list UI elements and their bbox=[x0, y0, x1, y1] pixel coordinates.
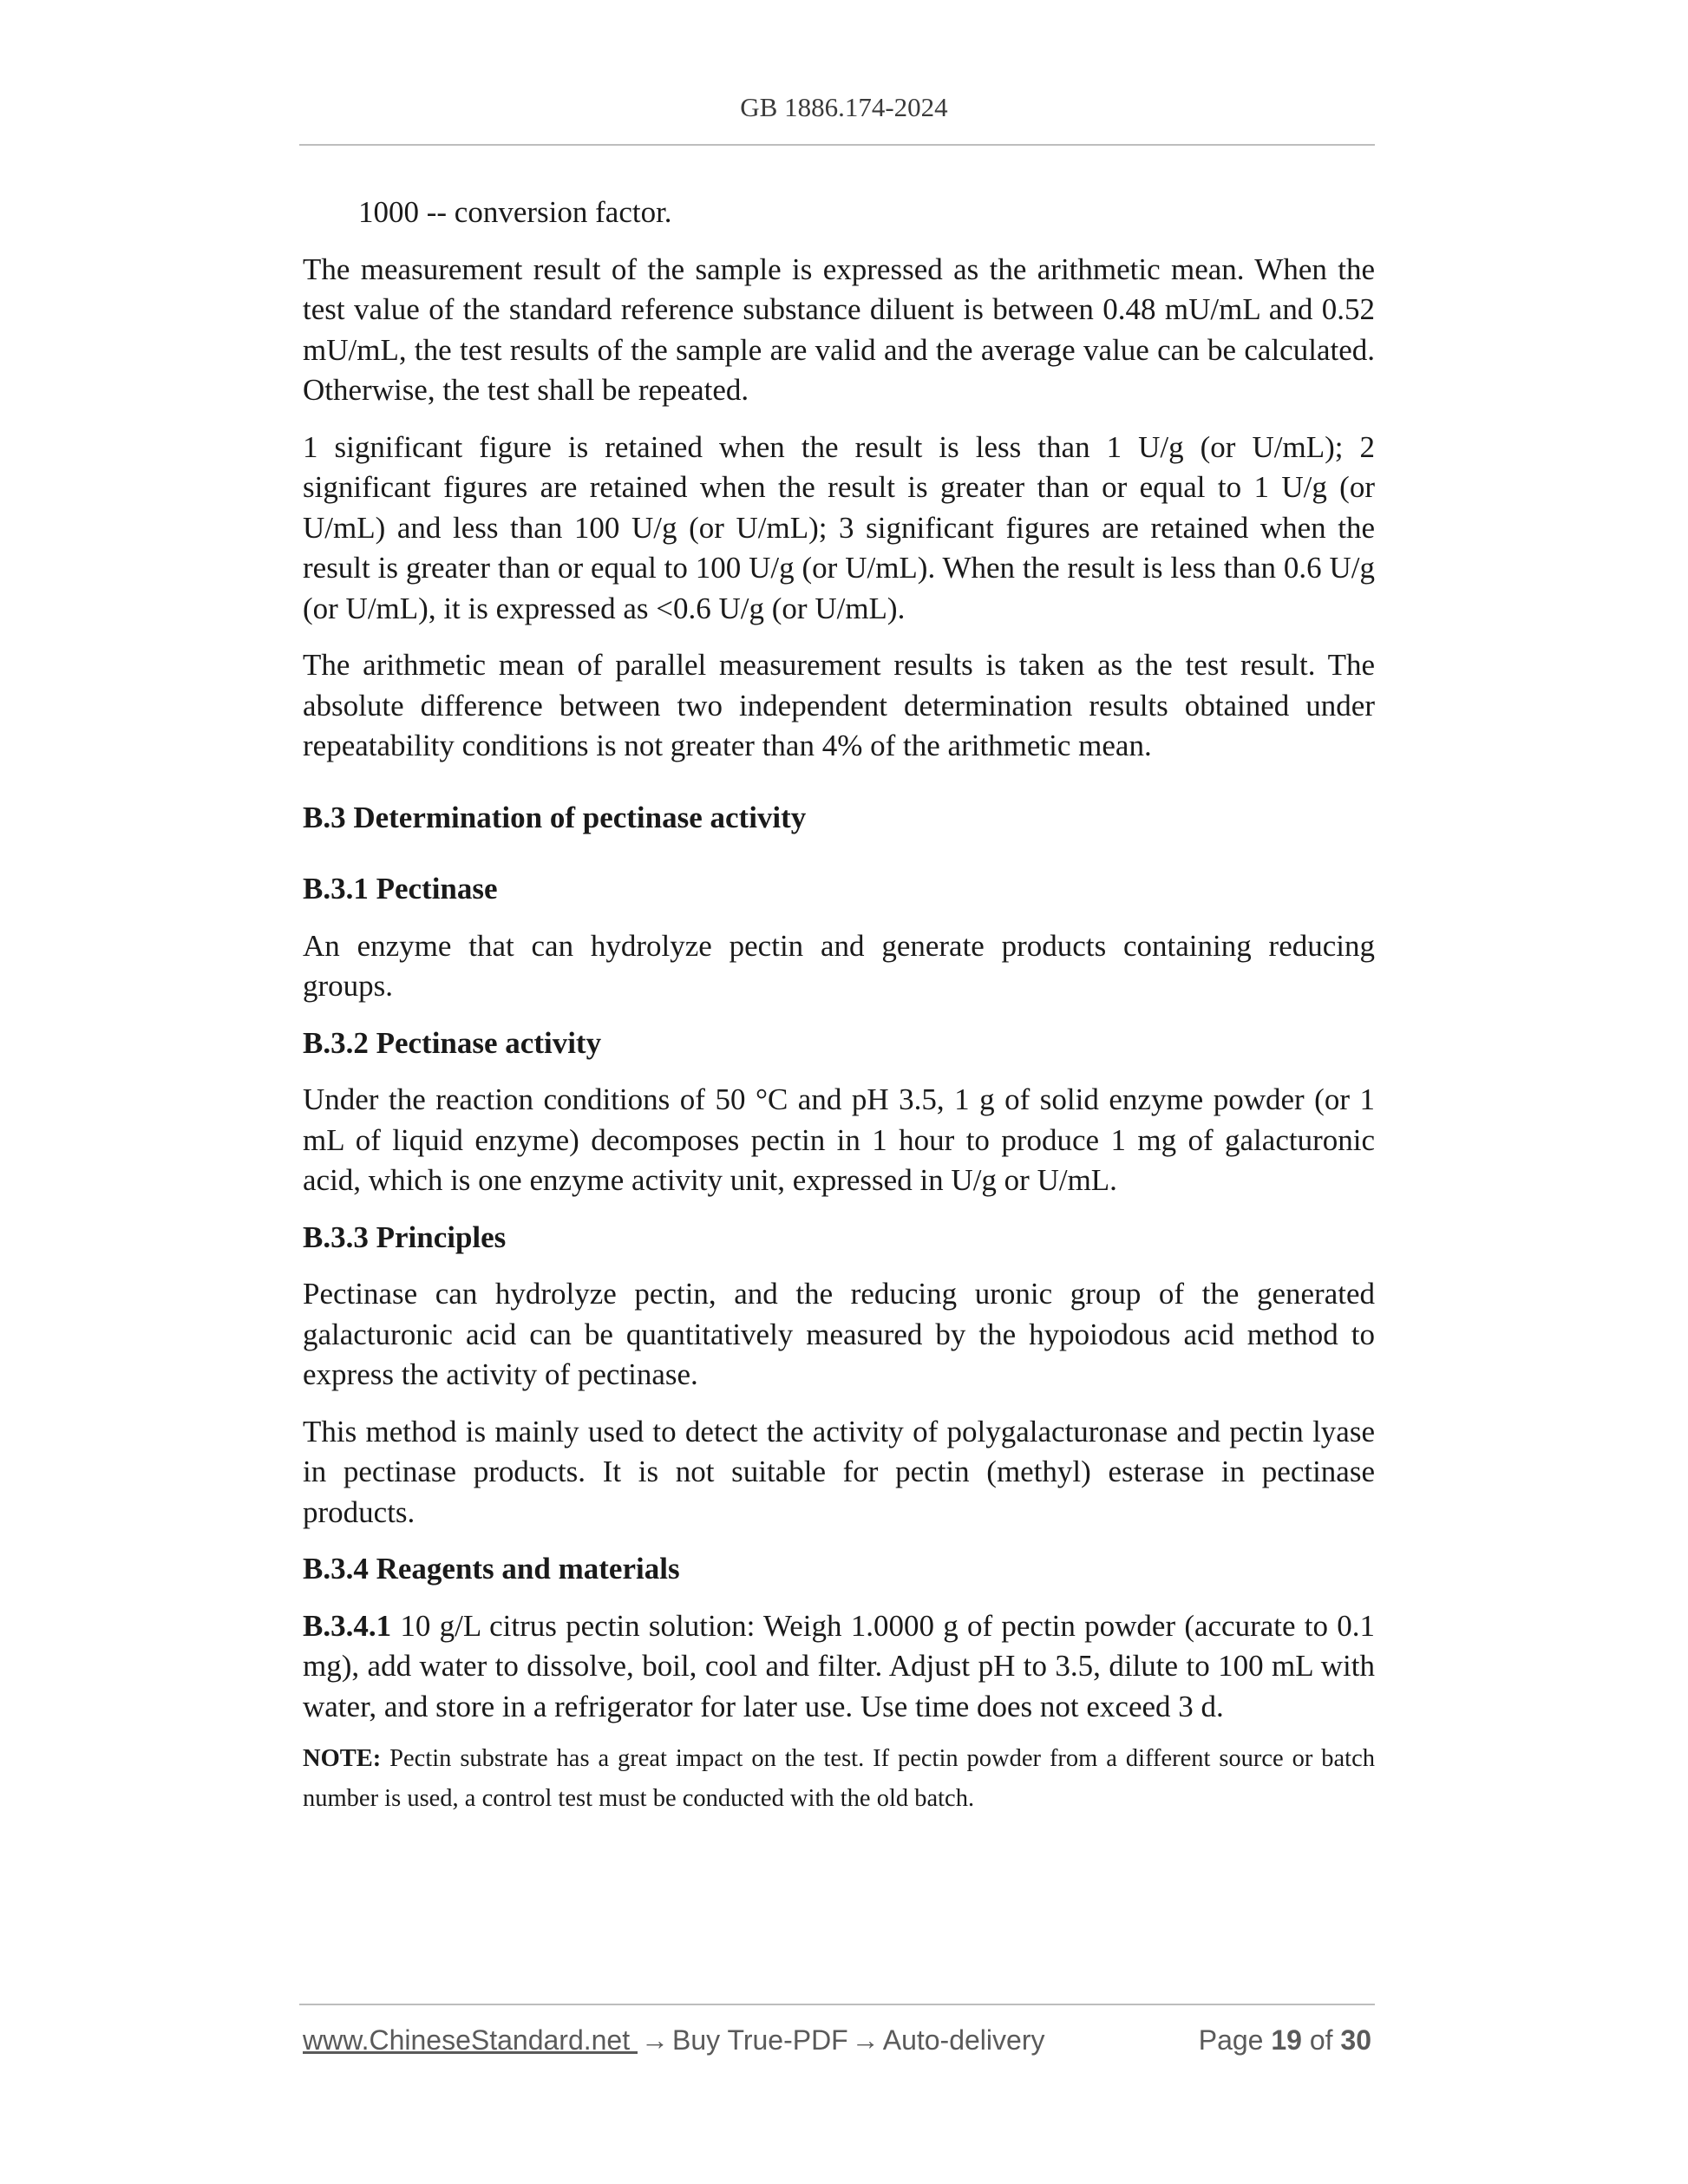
clause-label-b341: B.3.4.1 bbox=[303, 1608, 392, 1643]
of-word: of bbox=[1309, 2024, 1333, 2056]
heading-b31: B.3.1 Pectinase bbox=[303, 872, 498, 906]
total-page-number: 30 bbox=[1340, 2024, 1371, 2056]
current-page-number: 19 bbox=[1271, 2024, 1302, 2056]
paragraph-result-expression: The measurement result of the sample is expressed as the arithmetic mean. When the test value of the standard reference substance diluent is between 0.48 mU/mL and 0.52 mU/mL, the test results of the sample are valid and the average value can be calculated. Otherwise, the test shall be repeated. bbox=[303, 252, 1375, 407]
note-label: NOTE: bbox=[303, 1745, 382, 1772]
header-divider bbox=[299, 144, 1375, 146]
footer-divider bbox=[299, 2004, 1375, 2005]
arrow-right-icon: → bbox=[641, 2024, 669, 2056]
note-paragraph bbox=[303, 1739, 1375, 1819]
heading-b34: B.3.4 Reagents and materials bbox=[303, 1552, 680, 1586]
page-content bbox=[303, 193, 1375, 1819]
note-text: Pectin substrate has a great impact on the test. If pectin powder from a different source or batch number is used, a control test must be conducted with the old batch. bbox=[303, 1745, 1375, 1812]
paragraph-activity-definition: Under the reaction conditions of 50 °C and pH 3.5, 1 g of solid enzyme powder (or 1 mL of liquid enzyme) decomposes pectin in 1 hour to produce 1 mg of galacturonic acid, which is one enzyme activity unit, expressed in U/g or U/mL. bbox=[303, 1082, 1375, 1197]
document-id-header: GB 1886.174-2024 bbox=[740, 92, 948, 122]
heading-b3: B.3 Determination of pectinase activity bbox=[303, 800, 807, 834]
footer-promo bbox=[303, 2021, 1044, 2059]
auto-delivery-text: Auto-delivery bbox=[882, 2024, 1045, 2056]
paragraph-significant-figures: 1 significant figure is retained when the result is less than 1 U/g (or U/mL); 2 significant figures are retained when the result is greater than or equal to 1 U/g (or U/mL) and less than 100 U/g (or U/mL); 3 significant figures are retained when the result is greater than or equal to 100 U/g (or U/mL). When the result is less than 0.6 U/g (or U/mL), it is expressed as <0.6 U/g (or U/mL). bbox=[303, 429, 1375, 625]
heading-b33: B.3.3 Principles bbox=[303, 1220, 507, 1254]
clause-text-b341: 10 g/L citrus pectin solution: Weigh 1.0000 g of pectin powder (accurate to 0.1 mg), add water to dissolve, boil, cool and filter. Adjust pH to 3.5, dilute to 100 mL with water, and store in a refrigerator for later use. Use time does not exceed 3 d. bbox=[303, 1608, 1375, 1723]
paragraph-conversion-factor: 1000 -- conversion factor. bbox=[358, 195, 672, 229]
paragraph-method-scope: This method is mainly used to detect the activity of polygalacturonase and pectin lyase in pectinase products. It is not suitable for pectin (methyl) esterase in pectinase products. bbox=[303, 1414, 1375, 1529]
arrow-right-icon: → bbox=[851, 2024, 880, 2056]
site-link[interactable]: www.ChineseStandard.net bbox=[303, 2024, 638, 2056]
paragraph-principle: Pectinase can hydrolyze pectin, and the reducing uronic group of the generated galacturonic acid can be quantitatively measured by the hypoiodous acid method to express the activity of pectinase. bbox=[303, 1277, 1375, 1391]
paragraph-b341 bbox=[303, 1606, 1375, 1728]
page-word: Page bbox=[1198, 2024, 1264, 2056]
buy-pdf-text: Buy True-PDF bbox=[672, 2024, 848, 2056]
paragraph-repeatability: The arithmetic mean of parallel measurement results is taken as the test result. The absolute difference between two independent determination results obtained under repeatability conditions is not greater than 4% of the arithmetic mean. bbox=[303, 648, 1375, 762]
page-counter bbox=[1199, 2021, 1371, 2059]
heading-b32: B.3.2 Pectinase activity bbox=[303, 1025, 602, 1060]
paragraph-pectinase-definition: An enzyme that can hydrolyze pectin and generate products containing reducing groups. bbox=[303, 928, 1375, 1003]
